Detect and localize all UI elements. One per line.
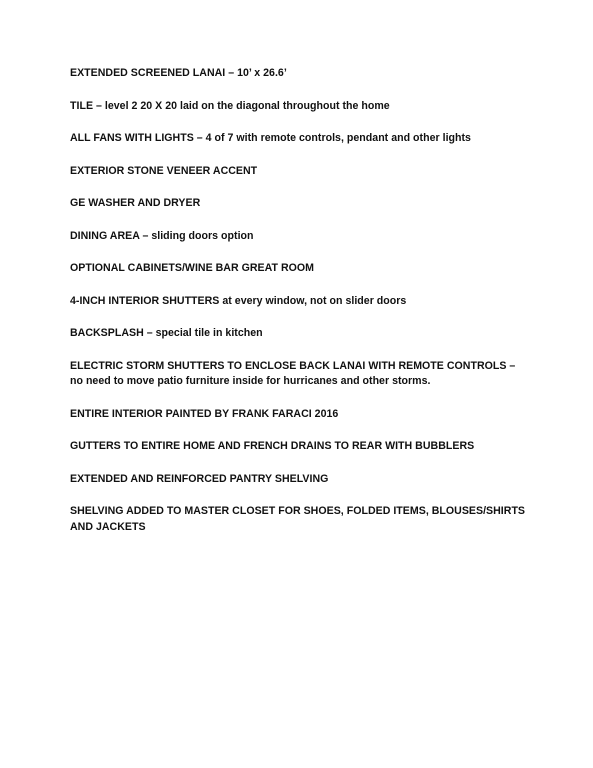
item-heading: ELECTRIC STORM SHUTTERS TO ENCLOSE BACK LANAI WITH REMOTE CONTROLS: [70, 359, 507, 372]
item-heading: EXTERIOR STONE VENEER ACCENT: [70, 164, 258, 177]
item-heading: TILE: [70, 99, 94, 112]
list-item: [70, 504, 530, 535]
item-heading: EXTENDED AND REINFORCED PANTRY SHELVING: [70, 472, 329, 485]
list-item: [70, 196, 530, 212]
item-heading: OPTIONAL CABINETS/WINE BAR GREAT ROOM: [70, 262, 315, 274]
item-detail: – sliding doors option: [139, 229, 254, 242]
item-heading: GUTTERS TO ENTIRE HOME AND FRENCH DRAINS TO REAR WITH BUBBLERS: [70, 440, 475, 452]
item-heading: ALL FANS WITH LIGHTS: [70, 132, 194, 144]
item-heading: DINING AREA: [70, 229, 140, 242]
item-detail: – no need to move patio furniture inside for hurricanes and other storms.: [70, 359, 516, 387]
item-detail: – 10’ x 26.6’: [225, 67, 287, 79]
list-item: [70, 294, 530, 310]
item-heading: 4-INCH INTERIOR SHUTTERS: [70, 294, 220, 307]
list-item: [70, 229, 530, 245]
list-item: [70, 131, 530, 147]
list-item: [70, 164, 530, 180]
item-detail: – 4 of 7 with remote controls, pendant and other lights: [193, 132, 471, 144]
item-detail: – level 2 20 X 20 laid on the diagonal throughout the home: [93, 99, 390, 112]
list-item: [70, 326, 530, 342]
item-heading: SHELVING ADDED TO MASTER CLOSET FOR SHOES, FOLDED ITEMS, BLOUSES/SHIRTS AND JACKETS: [70, 505, 526, 533]
item-heading: GE WASHER AND DRYER: [70, 197, 201, 209]
list-item: [70, 66, 530, 82]
item-heading: BACKSPLASH: [70, 327, 144, 339]
list-item: [70, 359, 530, 390]
feature-list: [70, 66, 530, 552]
list-item: [70, 472, 530, 488]
item-detail: at every window, not on slider doors: [219, 294, 407, 307]
item-detail: – special tile in kitchen: [143, 327, 263, 339]
list-item: [70, 99, 530, 115]
item-heading: EXTENDED SCREENED LANAI: [70, 67, 226, 79]
list-item: [70, 407, 530, 423]
list-item: [70, 439, 530, 455]
item-heading: ENTIRE INTERIOR PAINTED BY FRANK FARACI 2016: [70, 407, 339, 420]
list-item: [70, 261, 530, 277]
